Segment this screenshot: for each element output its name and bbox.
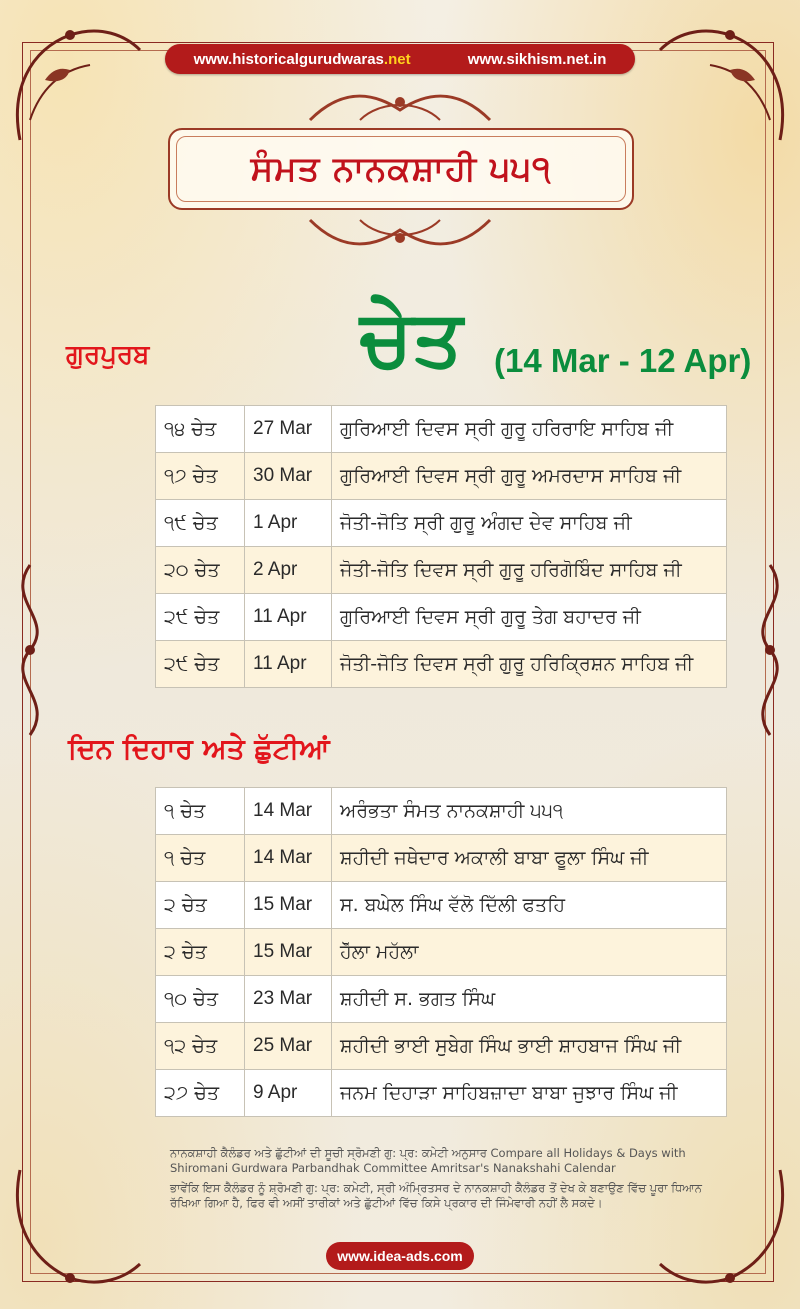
nanakshahi-date-cell: ੨੭ ਚੇਤ [156,1070,245,1117]
holidays-heading: ਦਿਨ ਦਿਹਾਰ ਅਤੇ ਛੁੱਟੀਆਂ [68,732,330,765]
nanakshahi-date-cell: ੨ ਚੇਤ [156,882,245,929]
gurpurab-table [155,405,727,688]
event-cell: ਸ. ਬਘੇਲ ਸਿੰਘ ਵੱਲੋ ਦਿੱਲੀ ਫਤਹਿ [332,882,727,929]
gregorian-date-cell: 30 Mar [245,453,332,500]
nanakshahi-date-cell: ੧੯ ਚੇਤ [156,500,245,547]
event-cell: ਸ਼ਹੀਦੀ ਸ. ਭਗਤ ਸਿੰਘ [332,976,727,1023]
event-cell: ਜਨਮ ਦਿਹਾੜਾ ਸਾਹਿਬਜ਼ਾਦਾ ਬਾਬਾ ਜੁਝਾਰ ਸਿੰਘ ਜੀ [332,1070,727,1117]
event-cell: ਗੁਰਿਆਈ ਦਿਵਸ ਸ੍ਰੀ ਗੁਰੂ ਹਰਿਰਾਇ ਸਾਹਿਬ ਜੀ [332,406,727,453]
gregorian-date-cell: 25 Mar [245,1023,332,1070]
month-title: ਚੇਤ [360,294,463,384]
table-row [156,1023,727,1070]
event-cell: ਜੋਤੀ-ਜੋਤਿ ਸ੍ਰੀ ਗੁਰੂ ਅੰਗਦ ਦੇਵ ਸਾਹਿਬ ਜੀ [332,500,727,547]
website-banner [165,44,635,74]
event-cell: ਸ਼ਹੀਦੀ ਭਾਈ ਸੁਬੇਗ ਸਿੰਘ ਭਾਈ ਸ਼ਾਹਬਾਜ ਸਿੰਘ ਜੀ [332,1023,727,1070]
website-link-left-main: www.historicalgurudwaras [193,50,384,68]
gregorian-date-cell: 11 Apr [245,594,332,641]
side-ornament-right [740,560,800,740]
side-ornament-left [0,560,60,740]
title-ornament-bottom [300,210,500,260]
title-ornament-top [300,80,500,130]
event-cell: ਗੁਰਿਆਈ ਦਿਵਸ ਸ੍ਰੀ ਗੁਰੂ ਅਮਰਦਾਸ ਸਾਹਿਬ ਜੀ [332,453,727,500]
event-cell: ਅਰੰਭਤਾ ਸੰਮਤ ਨਾਨਕਸ਼ਾਹੀ ੫੫੧ [332,788,727,835]
gregorian-date-cell: 1 Apr [245,500,332,547]
gurpurab-heading: ਗੁਰਪੁਰਬ [66,340,150,370]
website-link-left[interactable] [194,51,411,68]
table-row [156,406,727,453]
table-row [156,882,727,929]
page-title: ਸੰਮਤ ਨਾਨਕਸ਼ਾਹੀ ੫੫੧ [250,149,552,189]
website-link-left-suffix: .net [383,50,411,68]
event-cell: ਗੁਰਿਆਈ ਦਿਵਸ ਸ੍ਰੀ ਗੁਰੂ ਤੇਗ ਬਹਾਦਰ ਜੀ [332,594,727,641]
footer-note-disclaimer: ਭਾਵੇਂਕਿ ਇਸ ਕੈਲੰਡਰ ਨੂੰ ਸ਼੍ਰੋਮਣੀ ਗੁ: ਪ੍ਰ: ਕਮੇਟੀ, ਸ੍ਰੀ ਅੰਮ੍ਰਿਤਸਰ ਦੇ ਨਾਨਕਸ਼ਾਹੀ ਕੈਲੰਡਰ ਤੋਂ ਦੇਖ ਕੇ ਬਣਾਉਣ ਵਿੱਚ ਪੂਰਾ ਧਿਆਨ ਰੱਖਿਆ ਗਿਆ ਹੈ, ਫਿਰ ਵੀ ਅਸੀਂ ਤਾਰੀਕਾਂ ਅਤੇ ਛੁੱਟੀਆਂ ਵਿੱਚ ਕਿਸੇ ਪ੍ਰਕਾਰ ਦੀ ਜਿੰਮੇਵਾਰੀ ਨਹੀਂ ਲੈ ਸਕਦੇ। [170,1181,702,1210]
nanakshahi-date-cell: ੨ ਚੇਤ [156,929,245,976]
gregorian-date-cell: 23 Mar [245,976,332,1023]
table-row [156,641,727,688]
table-row [156,835,727,882]
nanakshahi-date-cell: ੧੪ ਚੇਤ [156,406,245,453]
footer-note-compare: ਨਾਨਕਸ਼ਾਹੀ ਕੈਲੰਡਰ ਅਤੇ ਛੁੱਟੀਆਂ ਦੀ ਸੂਚੀ ਸ੍ਰੋਮਣੀ ਗੁ: ਪ੍ਰ: ਕਮੇਟੀ ਅਨੁਸਾਰ Compare all Holidays & Days with Shiromani Gurdwara Parbandhak Committee Amritsar's Nanakshahi Calendar [170,1146,686,1175]
table-row [156,929,727,976]
nanakshahi-date-cell: ੧ ਚੇਤ [156,835,245,882]
corner-ornament-bottom-left [0,1160,150,1309]
website-link-right[interactable]: www.sikhism.net.in [467,50,607,68]
corner-ornament-top-right [650,10,800,160]
event-cell: ਜੋਤੀ-ਜੋਤਿ ਦਿਵਸ ਸ੍ਰੀ ਗੁਰੂ ਹਰਿਗੋਬਿੰਦ ਸਾਹਿਬ ਜੀ [332,547,727,594]
table-row [156,1070,727,1117]
event-cell: ਸ਼ਹੀਦੀ ਜਥੇਦਾਰ ਅਕਾਲੀ ਬਾਬਾ ਫੂਲਾ ਸਿੰਘ ਜੀ [332,835,727,882]
nanakshahi-date-cell: ੨੦ ਚੇਤ [156,547,245,594]
table-row [156,976,727,1023]
table-row [156,594,727,641]
gregorian-date-cell: 14 Mar [245,788,332,835]
gregorian-date-cell: 9 Apr [245,1070,332,1117]
month-date-range: (14 Mar - 12 Apr) [494,342,752,379]
nanakshahi-date-cell: ੨੯ ਚੇਤ [156,594,245,641]
gregorian-date-cell: 11 Apr [245,641,332,688]
table-row [156,500,727,547]
holidays-table [155,787,727,1117]
event-cell: ਜੋਤੀ-ਜੋਤਿ ਦਿਵਸ ਸ੍ਰੀ ਗੁਰੂ ਹਰਿਕ੍ਰਿਸ਼ਨ ਸਾਹਿਬ ਜੀ [332,641,727,688]
gregorian-date-cell: 15 Mar [245,929,332,976]
gregorian-date-cell: 2 Apr [245,547,332,594]
table-row [156,788,727,835]
footer-notes [170,1146,730,1216]
nanakshahi-date-cell: ੧੦ ਚੇਤ [156,976,245,1023]
nanakshahi-date-cell: ੧੨ ਚੇਤ [156,1023,245,1070]
table-row [156,453,727,500]
gregorian-date-cell: 27 Mar [245,406,332,453]
gregorian-date-cell: 15 Mar [245,882,332,929]
bottom-website-link[interactable]: www.idea-ads.com [326,1242,474,1270]
gregorian-date-cell: 14 Mar [245,835,332,882]
table-row [156,547,727,594]
corner-ornament-top-left [0,10,150,160]
event-cell: ਹੋੱਲਾ ਮਹੱਲਾ [332,929,727,976]
nanakshahi-date-cell: ੨੯ ਚੇਤ [156,641,245,688]
title-frame [168,128,634,210]
nanakshahi-date-cell: ੧੭ ਚੇਤ [156,453,245,500]
nanakshahi-date-cell: ੧ ਚੇਤ [156,788,245,835]
